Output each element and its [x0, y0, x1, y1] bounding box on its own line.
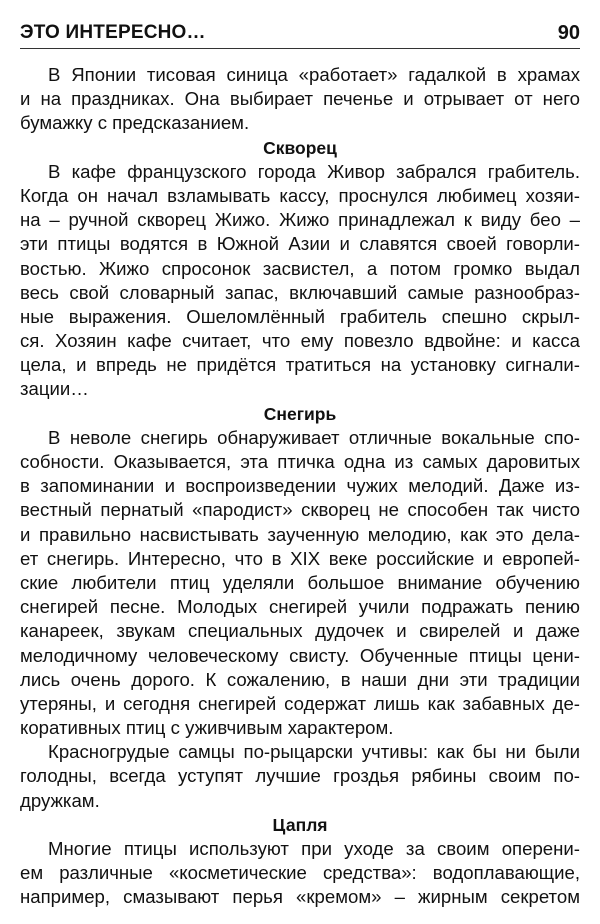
text-line: снегирей песне. Молодых снегирей учили подражать пению: [20, 596, 580, 618]
text-line: мелодичному человеческому свисту. Обученные птицы цени-: [20, 644, 580, 666]
paragraph: [20, 160, 580, 402]
text-line: ся. Хозяин кафе считает, что ему повезло вдвойне: и касса: [20, 330, 580, 352]
text-line: Красногрудые самцы по-рыцарски учтивы: как бы ни были: [48, 741, 580, 763]
text-line: Многие птицы используют при уходе за своим оперени-: [48, 838, 580, 859]
text-line: В Японии тисовая синица «работает» гадалкой в храмах: [48, 64, 580, 85]
text-line: на – ручной скворец Жижо. Жижо принадлежал к виду бео –: [20, 209, 580, 231]
paragraph: [20, 426, 580, 740]
text-line: например, смазывают перья «кремом» – жирным секретом: [20, 886, 580, 908]
text-line: ем различные «косметические средства»: водоплавающие,: [20, 862, 580, 884]
text-line: лись очень дорого. К сожалению, в наши дни эти традиции: [20, 668, 580, 690]
text-line: и правильно насвистывать заученную мелодию, как это дела-: [20, 523, 580, 545]
text-line: канареек, звукам специальных дудочек и свирелей и даже: [20, 620, 580, 642]
text-line: цела, и впредь не придётся тратиться на установку сигнали-: [20, 354, 580, 376]
text-line: утеряны, и сегодня снегирей содержат лишь как забавных де-: [20, 692, 580, 714]
heading-text: Цапля: [272, 814, 328, 835]
text-line: В кафе французского города Живор забрался грабитель.: [48, 160, 580, 182]
text-line: вестный пернатый «пародист» скворец не способен так чисто: [20, 499, 580, 521]
heading-text: Скворец: [263, 137, 337, 158]
text-line: весь свой словарный запас, включавший самые разнообраз-: [20, 281, 580, 303]
running-header: [20, 18, 580, 49]
text-line: В неволе снегирь обнаруживает отличные вокальные спо-: [48, 426, 580, 448]
text-line: бумажку с предсказанием.: [20, 112, 250, 134]
paragraph: [20, 837, 580, 910]
page-body: [20, 63, 580, 910]
text-line: собности. Оказывается, эта птичка одна из самых даровитых: [20, 451, 580, 472]
text-line: в запоминании и воспроизведении чужих мелодий. Даже из-: [20, 475, 580, 497]
text-line: коративных птиц с уживчивым характером.: [20, 717, 394, 739]
text-line: ские любители птиц уделяли большое внимание обучению: [20, 571, 580, 593]
text-line: ные выражения. Ошеломлённый грабитель спешно скрыл-: [20, 305, 580, 327]
section-heading: [20, 136, 580, 160]
text-line: и на праздниках. Она выбирает печенье и отрывает от него: [20, 88, 580, 110]
paragraph: [20, 740, 580, 813]
text-line: востью. Жижо спросонок засвистел, а потом громко выдал: [20, 257, 580, 279]
text-line: голодны, всегда уступят лучшие гроздья рябины своим по-: [20, 765, 580, 787]
page-number: 90: [557, 22, 580, 44]
section-heading: [20, 402, 580, 426]
text-line: эти птицы водятся в Южной Азии и славятся своей говорли-: [20, 233, 580, 255]
text-line: Когда он начал взламывать кассу, проснулся любимец хозяи-: [20, 184, 580, 206]
section-heading: [20, 813, 580, 837]
paragraph: [20, 63, 580, 136]
text-line: зации…: [20, 378, 89, 400]
running-title: ЭТО ИНТЕРЕСНО…: [20, 22, 206, 43]
text-line: дружкам.: [20, 789, 100, 811]
heading-text: Снегирь: [263, 403, 337, 424]
text-line: ет снегирь. Интересно, что в XIX веке российские и европей-: [20, 547, 580, 569]
